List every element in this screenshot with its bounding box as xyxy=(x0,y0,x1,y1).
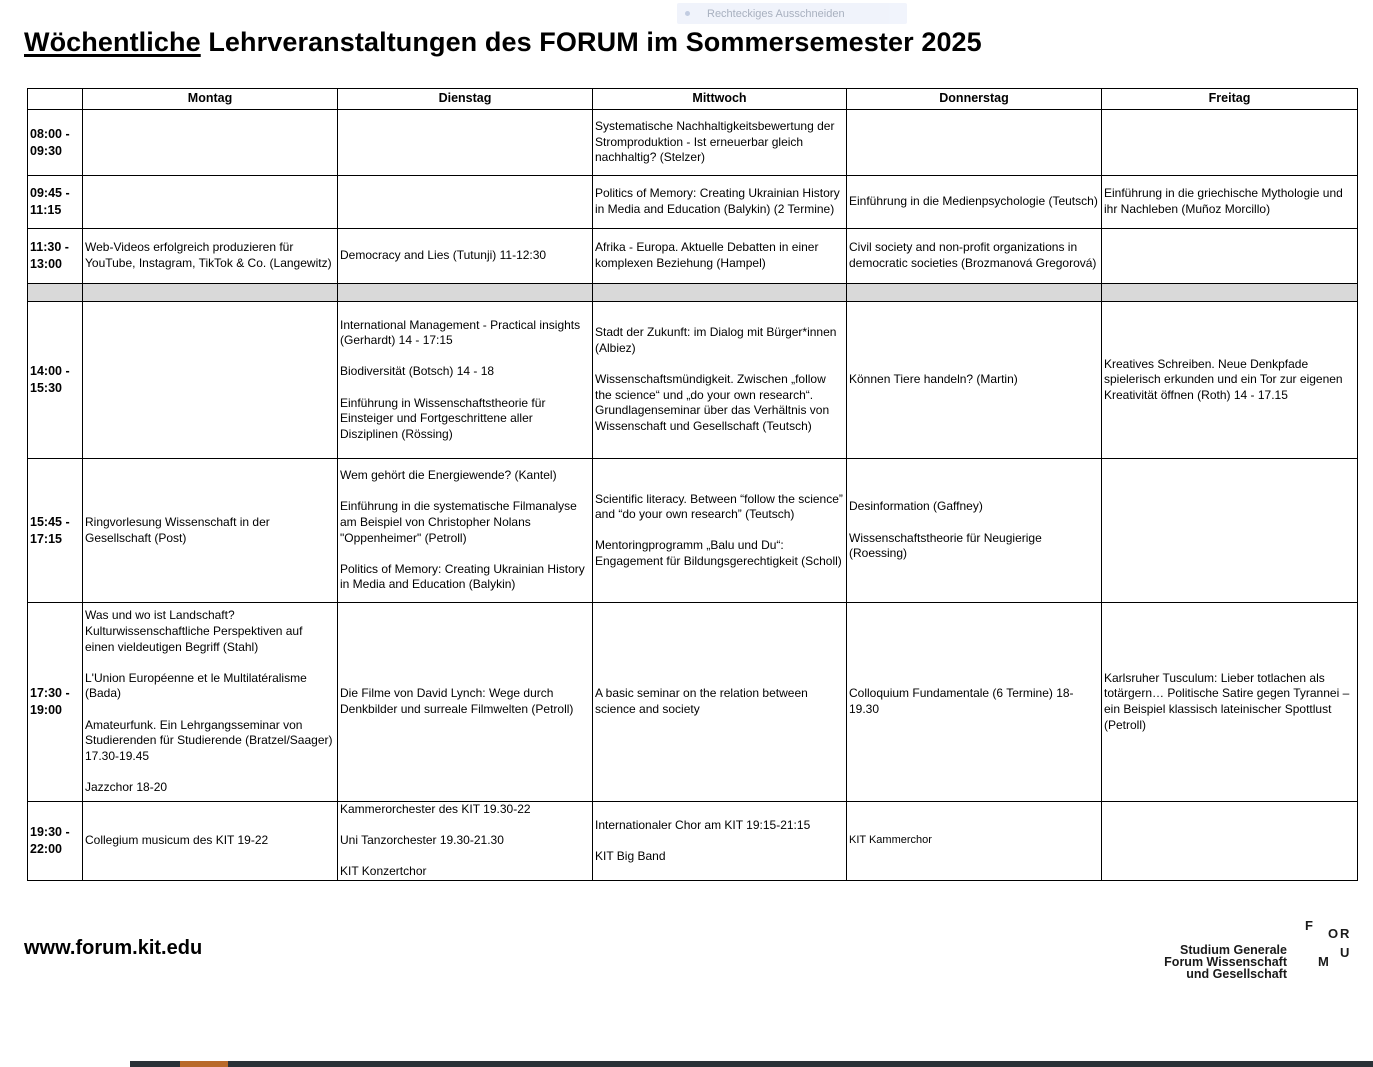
course-entry: Stadt der Zukunft: im Dialog mit Bürger*innen (Albiez) xyxy=(595,325,837,356)
course-cell xyxy=(847,229,1102,284)
course-entry: International Management - Practical insights (Gerhardt) 14 - 17:15 xyxy=(340,317,581,348)
separator-cell xyxy=(847,284,1102,302)
course-entry: KIT Konzertchor xyxy=(340,864,427,879)
course-cell xyxy=(1102,603,1358,802)
course-cell xyxy=(593,302,847,459)
header-corner xyxy=(28,89,83,110)
course-cell xyxy=(1102,459,1358,603)
course-entry: Einführung in die Medienpsychologie (Teutsch) xyxy=(849,194,1098,209)
separator-cell xyxy=(28,284,83,302)
course-cell xyxy=(1102,110,1358,176)
table-row xyxy=(28,603,1358,802)
course-entry: Politics of Memory: Creating Ukrainian History in Media and Education (Balykin) (2 Termine) xyxy=(595,186,840,216)
course-entry: Ringvorlesung Wissenschaft in der Gesellschaft (Post) xyxy=(85,514,270,545)
course-entry: Einführung in die systematische Filmanalyse am Beispiel von Christopher Nolans "Oppenheimer" (Petroll) xyxy=(340,499,577,545)
course-cell xyxy=(847,459,1102,603)
course-cell xyxy=(338,459,593,603)
course-entry: Systematische Nachhaltigkeitsbewertung der Stromproduktion - Ist erneuerbar gleich nachhaltig? (Stelzer) xyxy=(595,119,835,165)
course-cell xyxy=(338,603,593,802)
course-cell xyxy=(83,302,338,459)
course-cell xyxy=(593,110,847,176)
table-row xyxy=(28,302,1358,459)
header-row xyxy=(28,89,1358,110)
course-entry: Die Filme von David Lynch: Wege durch Denkbilder und surreale Filmwelten (Petroll) xyxy=(340,686,574,716)
course-entry: Politics of Memory: Creating Ukrainian History in Media and Education (Balykin) xyxy=(340,561,585,592)
time-slot: 09:45 - 11:15 xyxy=(28,176,83,229)
table-row xyxy=(28,176,1358,229)
logo-letter: U xyxy=(1340,945,1350,960)
table-row xyxy=(28,802,1358,881)
course-cell xyxy=(593,459,847,603)
course-cell xyxy=(83,176,338,229)
course-entry: Einführung in die griechische Mythologie und ihr Nachleben (Muñoz Morcillo) xyxy=(1104,186,1343,216)
forum-logo xyxy=(1160,915,1360,985)
separator-cell xyxy=(83,284,338,302)
course-entry: Democracy and Lies (Tutunji) 11-12:30 xyxy=(340,248,547,263)
course-entry: Können Tiere handeln? (Martin) xyxy=(849,372,1018,387)
course-entry: Collegium musicum des KIT 19-22 xyxy=(85,833,269,848)
separator-cell xyxy=(338,284,593,302)
course-cell xyxy=(1102,802,1358,881)
course-cell xyxy=(338,110,593,176)
separator-row xyxy=(28,284,1358,302)
bottom-bar xyxy=(130,1061,1373,1067)
separator-cell xyxy=(1102,284,1358,302)
logo-letter: F xyxy=(1305,918,1313,933)
course-entry: Scientific literacy. Between “follow the science” and “do your own research” (Teutsch) xyxy=(595,491,843,522)
course-cell xyxy=(1102,302,1358,459)
course-cell xyxy=(83,802,338,881)
course-entry: Wissenschaftstheorie für Neugierige (Roessing) xyxy=(849,530,1042,561)
course-entry: Kammerorchester des KIT 19.30-22 xyxy=(340,802,531,816)
course-cell xyxy=(847,603,1102,802)
course-cell xyxy=(83,459,338,603)
separator-cell xyxy=(593,284,847,302)
page-title xyxy=(24,27,982,58)
course-cell xyxy=(338,302,593,459)
logo-letter: R xyxy=(1340,926,1350,941)
course-cell xyxy=(83,110,338,176)
course-entry: Was und wo ist Landschaft? Kulturwissenschaftliche Perspektiven auf einen vieldeutigen Begriff (Stahl) xyxy=(85,608,303,654)
header-dienstag: Dienstag xyxy=(338,89,593,110)
header-freitag: Freitag xyxy=(1102,89,1358,110)
course-entry: Karlsruher Tusculum: Lieber totlachen als totärgern… Politische Satire gegen Tyrannei – ein Beispiel klassisch lateinischer Spottlust (Petroll) xyxy=(1104,670,1350,732)
course-cell xyxy=(83,229,338,284)
course-entry: Internationaler Chor am KIT 19:15-21:15 xyxy=(595,817,811,832)
page-title-rest: Lehrveranstaltungen des FORUM im Sommersemester 2025 xyxy=(200,27,982,57)
course-entry: Amateurfunk. Ein Lehrgangsseminar von Studierenden für Studierende (Bratzel/Saager) 17.30-19.45 xyxy=(85,717,333,763)
course-entry: Kreatives Schreiben. Neue Denkpfade spielerisch erkunden und ein Tor zur eigenen Kreativität öffnen (Roth) 14 - 17.15 xyxy=(1104,356,1343,402)
course-entry: Web-Videos erfolgreich produzieren für YouTube, Instagram, TikTok & Co. (Langewitz) xyxy=(85,240,332,270)
course-cell xyxy=(338,176,593,229)
table-row xyxy=(28,110,1358,176)
course-entry: Civil society and non-profit organizations in democratic societies (Brozmanová Gregorová) xyxy=(849,240,1097,270)
table-row xyxy=(28,229,1358,284)
course-cell xyxy=(847,110,1102,176)
snip-dot-icon xyxy=(685,11,690,16)
course-entry: Mentoringprogramm „Balu und Du“: Engagement für Bildungsgerechtigkeit (Scholl) xyxy=(595,538,842,568)
course-entry: Biodiversität (Botsch) 14 - 18 xyxy=(340,364,495,379)
course-entry: Afrika - Europa. Aktuelle Debatten in einer komplexen Beziehung (Hampel) xyxy=(595,240,819,270)
time-slot: 14:00 - 15:30 xyxy=(28,302,83,459)
course-cell xyxy=(593,802,847,881)
course-cell xyxy=(83,603,338,802)
course-cell xyxy=(847,302,1102,459)
course-entry: Jazzchor 18-20 xyxy=(85,779,168,794)
time-slot: 08:00 - 09:30 xyxy=(28,110,83,176)
time-slot: 17:30 - 19:00 xyxy=(28,603,83,802)
snipping-tooltip xyxy=(677,3,907,24)
course-cell xyxy=(847,176,1102,229)
time-slot: 19:30 - 22:00 xyxy=(28,802,83,881)
header-donnerstag: Donnerstag xyxy=(847,89,1102,110)
logo-letter: M xyxy=(1318,954,1329,969)
logo-letter: O xyxy=(1328,926,1339,941)
course-entry: Colloquium Fundamentale (6 Termine) 18-19.30 xyxy=(849,686,1074,716)
snipping-tooltip-label: Rechteckiges Ausschneiden xyxy=(707,7,845,20)
header-mittwoch: Mittwoch xyxy=(593,89,847,110)
course-cell xyxy=(1102,229,1358,284)
course-entry: Wissenschaftsmündigkeit. Zwischen „follow the science“ und „do your own research“. Grundlagenseminar über das Verhältnis von Wissenschaft und Gesellschaft (Teutsch) xyxy=(595,372,830,433)
table-row xyxy=(28,459,1358,603)
course-entry: Wem gehört die Energiewende? (Kantel) xyxy=(340,468,557,483)
time-slot: 11:30 - 13:00 xyxy=(28,229,83,284)
course-cell xyxy=(593,603,847,802)
website-url: www.forum.kit.edu xyxy=(24,937,203,959)
course-cell xyxy=(338,802,593,881)
page-title-underlined: Wöchentliche xyxy=(24,27,201,57)
header-montag: Montag xyxy=(83,89,338,110)
course-entry: KIT Kammerchor xyxy=(849,834,932,847)
course-entry: L'Union Européenne et le Multilatéralisme (Bada) xyxy=(85,670,307,701)
bottom-bar-accent xyxy=(180,1061,228,1067)
course-entry: KIT Big Band xyxy=(595,848,666,863)
course-entry: Uni Tanzorchester 19.30-21.30 xyxy=(340,833,504,848)
course-cell xyxy=(593,229,847,284)
schedule-table xyxy=(27,88,1358,881)
course-entry: A basic seminar on the relation between science and society xyxy=(595,686,808,716)
course-entry: Einführung in Wissenschaftstheorie für Einsteiger und Fortgeschrittene aller Disziplinen (Rössing) xyxy=(340,395,546,441)
course-cell xyxy=(593,176,847,229)
course-entry: Desinformation (Gaffney) xyxy=(849,499,983,514)
logo-text: Studium Generale Forum Wissenschaft und Gesellschaft xyxy=(1164,943,1287,981)
time-slot: 15:45 - 17:15 xyxy=(28,459,83,603)
course-cell xyxy=(338,229,593,284)
course-cell xyxy=(1102,176,1358,229)
course-cell xyxy=(847,802,1102,881)
